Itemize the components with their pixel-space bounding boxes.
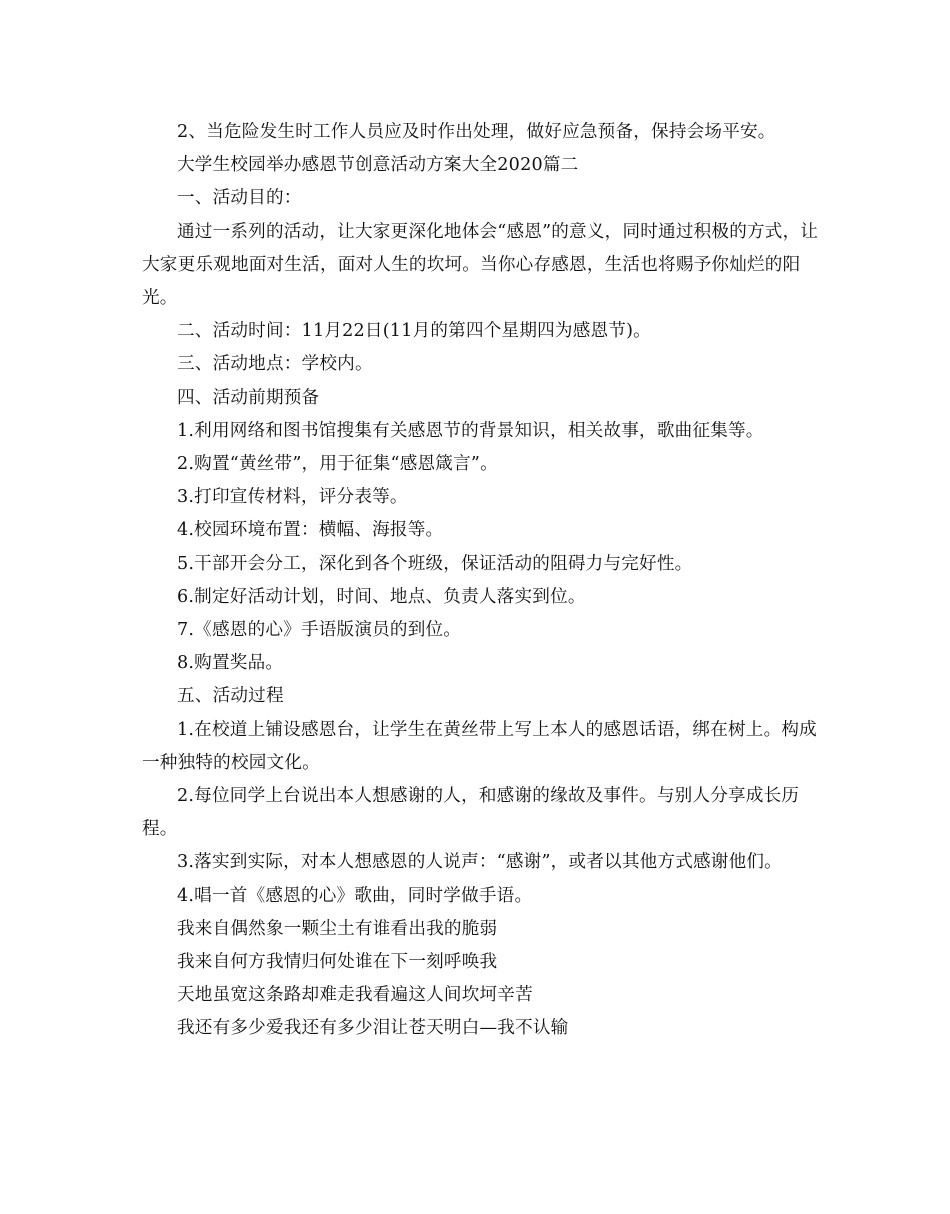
list-item: 8.购置奖品。 [177, 653, 284, 674]
lyric-line: 我还有多少爱我还有多少泪让苍天明白—我不认输 [177, 1018, 569, 1039]
section-heading: 二、活动时间：11月22日(11月的第四个星期四为感恩节)。 [177, 321, 651, 342]
paragraph: 通过一系列的活动，让大家更深化地体会“感恩”的意义，同时通过积极的方式，让大家更乐观地面对生活，面对人生的坎坷。当你心存感恩，生活也将赐予你灿烂的阳光。 [142, 221, 819, 309]
section-title: 大学生校园举办感恩节创意活动方案大全2020篇二 [177, 155, 579, 176]
section-heading: 四、活动前期预备 [177, 387, 320, 408]
list-item: 6.制定好活动计划，时间、地点、负责人落实到位。 [177, 586, 586, 607]
list-item: 7.《感恩的心》手语版演员的到位。 [177, 620, 462, 641]
list-item: 5.干部开会分工，深化到各个班级，保证活动的阻碍力与完好性。 [177, 553, 693, 574]
document-body [142, 116, 822, 1046]
lyric-line: 我来自何方我情归何处谁在下一刻呼唤我 [177, 952, 498, 973]
section-heading: 五、活动过程 [177, 686, 284, 707]
list-item: 2.每位同学上台说出本人想感谢的人，和感谢的缘故及事件。与别人分享成长历程。 [142, 786, 800, 840]
paragraph: 2、当危险发生时工作人员应及时作出处理，做好应急预备，保持会场平安。 [177, 122, 776, 142]
section-heading: 三、活动地点：学校内。 [177, 354, 373, 375]
list-item: 3.打印宣传材料，评分表等。 [177, 487, 408, 508]
list-item: 1.在校道上铺设感恩台，让学生在黄丝带上写上本人的感恩话语，绑在树上。构成一种独特的校园文化。 [142, 719, 817, 773]
lyric-line: 天地虽宽这条路却难走我看遍这人间坎坷辛苦 [177, 985, 533, 1006]
list-item: 2.购置“黄丝带”，用于征集“感恩箴言”。 [177, 454, 498, 475]
section-heading: 一、活动目的： [177, 188, 302, 209]
lyric-line: 我来自偶然象一颗尘土有谁看出我的脆弱 [177, 918, 498, 939]
list-item: 4.唱一首《感恩的心》歌曲，同时学做手语。 [177, 885, 533, 906]
list-item: 3.落实到实际，对本人想感恩的人说声：“感谢”，或者以其他方式感谢他们。 [177, 852, 782, 873]
list-item: 4.校园环境布置：横幅、海报等。 [177, 520, 444, 541]
list-item: 1.利用网络和图书馆搜集有关感恩节的背景知识，相关故事，歌曲征集等。 [177, 420, 764, 441]
